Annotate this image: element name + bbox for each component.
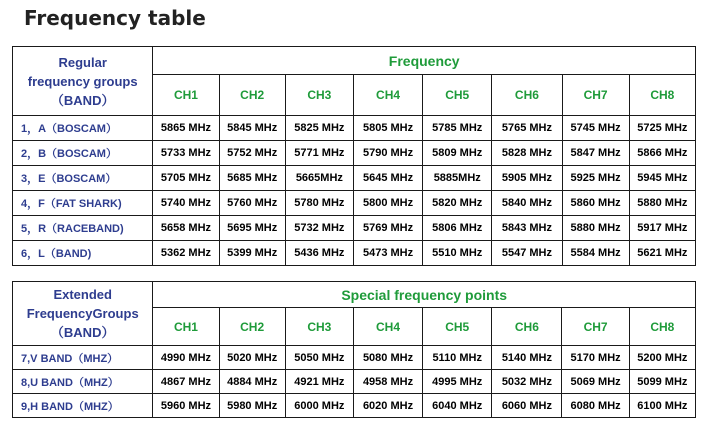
frequency-cell: 5110 MHz — [423, 346, 492, 370]
frequency-cell: 5780 MHz — [285, 191, 353, 216]
band-header-line: frequency groups — [27, 73, 138, 89]
frequency-cell: 5809 MHz — [423, 141, 492, 166]
frequency-cell: 5399 MHz — [219, 241, 285, 266]
channel-header: CH3 — [285, 308, 353, 346]
band-label: 5，R（RACEBAND) — [13, 216, 153, 241]
page-title: Frequency table — [24, 6, 206, 30]
table-row — [13, 191, 696, 216]
frequency-cell: 5880 MHz — [629, 191, 695, 216]
channel-header: CH8 — [629, 308, 695, 346]
frequency-cell: 4884 MHz — [219, 370, 285, 394]
channel-header: CH2 — [219, 75, 285, 116]
frequency-cell: 5020 MHz — [219, 346, 285, 370]
frequency-cell: 5547 MHz — [492, 241, 562, 266]
frequency-cell: 5510 MHz — [423, 241, 492, 266]
extended-frequency-table — [12, 281, 696, 418]
band-header-line: （BAND） — [50, 92, 115, 108]
frequency-cell: 5820 MHz — [423, 191, 492, 216]
frequency-cell: 5880 MHz — [562, 216, 629, 241]
frequency-cell: 5860 MHz — [562, 191, 629, 216]
frequency-cell: 5665MHz — [285, 166, 353, 191]
frequency-cell: 5840 MHz — [492, 191, 562, 216]
frequency-cell: 5866 MHz — [629, 141, 695, 166]
frequency-cell: 4921 MHz — [285, 370, 353, 394]
frequency-cell: 5362 MHz — [153, 241, 219, 266]
frequency-cell: 5765 MHz — [492, 116, 562, 141]
band-header-line: Extended — [53, 287, 112, 302]
frequency-cell: 5732 MHz — [285, 216, 353, 241]
frequency-cell: 5200 MHz — [629, 346, 695, 370]
table-row — [13, 216, 696, 241]
band-column-header — [13, 282, 153, 346]
frequency-cell: 5785 MHz — [423, 116, 492, 141]
frequency-cell: 5805 MHz — [353, 116, 422, 141]
frequency-cell: 5740 MHz — [153, 191, 219, 216]
frequency-cell: 5645 MHz — [353, 166, 422, 191]
table-row — [13, 370, 696, 394]
channel-header: CH6 — [492, 308, 562, 346]
table-row — [13, 166, 696, 191]
frequency-cell: 5705 MHz — [153, 166, 219, 191]
channel-header: CH7 — [562, 75, 629, 116]
frequency-cell: 5752 MHz — [219, 141, 285, 166]
channel-header: CH5 — [423, 75, 492, 116]
band-label: 1，A（BOSCAM） — [13, 116, 153, 141]
frequency-cell: 5658 MHz — [153, 216, 219, 241]
frequency-cell: 5436 MHz — [285, 241, 353, 266]
frequency-cell: 5828 MHz — [492, 141, 562, 166]
channel-header: CH8 — [629, 75, 695, 116]
frequency-cell: 5960 MHz — [153, 394, 219, 418]
frequency-cell: 5865 MHz — [153, 116, 219, 141]
frequency-cell: 4867 MHz — [153, 370, 219, 394]
channel-header: CH1 — [153, 75, 219, 116]
frequency-cell: 4995 MHz — [423, 370, 492, 394]
frequency-cell: 6000 MHz — [285, 394, 353, 418]
frequency-cell: 6060 MHz — [492, 394, 562, 418]
frequency-cell: 5584 MHz — [562, 241, 629, 266]
frequency-cell: 5621 MHz — [629, 241, 695, 266]
frequency-cell: 5685 MHz — [219, 166, 285, 191]
band-label: 2，B（BOSCAM） — [13, 141, 153, 166]
frequency-cell: 4958 MHz — [353, 370, 422, 394]
frequency-cell: 6080 MHz — [562, 394, 629, 418]
frequency-cell: 5847 MHz — [562, 141, 629, 166]
frequency-cell: 5069 MHz — [562, 370, 629, 394]
band-label: 7,V BAND（MHZ） — [13, 346, 153, 370]
frequency-cell: 5099 MHz — [629, 370, 695, 394]
regular-frequency-table — [12, 46, 696, 266]
band-label: 8,U BAND（MHZ） — [13, 370, 153, 394]
frequency-header: Frequency — [153, 47, 696, 75]
channel-header: CH4 — [353, 75, 422, 116]
frequency-cell: 5733 MHz — [153, 141, 219, 166]
frequency-cell: 6020 MHz — [353, 394, 422, 418]
frequency-cell: 5140 MHz — [492, 346, 562, 370]
frequency-cell: 5473 MHz — [353, 241, 422, 266]
frequency-cell: 5760 MHz — [219, 191, 285, 216]
frequency-cell: 5843 MHz — [492, 216, 562, 241]
channel-header: CH5 — [423, 308, 492, 346]
band-label: 4，F（FAT SHARK) — [13, 191, 153, 216]
channel-header: CH1 — [153, 308, 219, 346]
frequency-cell: 5800 MHz — [353, 191, 422, 216]
band-label: 3，E（BOSCAM） — [13, 166, 153, 191]
band-header-line: （BAND） — [50, 325, 115, 340]
frequency-cell: 5725 MHz — [629, 116, 695, 141]
frequency-cell: 5170 MHz — [562, 346, 629, 370]
frequency-cell: 5032 MHz — [492, 370, 562, 394]
band-header-line: Regular — [58, 54, 107, 70]
band-label: 6，L（BAND) — [13, 241, 153, 266]
frequency-cell: 5917 MHz — [629, 216, 695, 241]
frequency-cell: 6100 MHz — [629, 394, 695, 418]
frequency-cell: 5695 MHz — [219, 216, 285, 241]
frequency-cell: 5885MHz — [423, 166, 492, 191]
frequency-cell: 5080 MHz — [353, 346, 422, 370]
special-frequency-header: Special frequency points — [153, 282, 696, 308]
channel-header: CH4 — [353, 308, 422, 346]
frequency-cell: 5769 MHz — [353, 216, 422, 241]
frequency-cell: 6040 MHz — [423, 394, 492, 418]
frequency-cell: 5806 MHz — [423, 216, 492, 241]
channel-header: CH7 — [562, 308, 629, 346]
frequency-cell: 4990 MHz — [153, 346, 219, 370]
frequency-cell: 5945 MHz — [629, 166, 695, 191]
table-row — [13, 141, 696, 166]
frequency-cell: 5825 MHz — [285, 116, 353, 141]
frequency-cell: 5790 MHz — [353, 141, 422, 166]
channel-header: CH3 — [285, 75, 353, 116]
band-label: 9,H BAND（MHZ） — [13, 394, 153, 418]
table-row — [13, 394, 696, 418]
band-header-line: FrequencyGroups — [26, 306, 139, 321]
band-column-header — [13, 47, 153, 116]
frequency-cell: 5845 MHz — [219, 116, 285, 141]
channel-header: CH2 — [219, 308, 285, 346]
frequency-cell: 5771 MHz — [285, 141, 353, 166]
channel-header: CH6 — [492, 75, 562, 116]
table-row — [13, 116, 696, 141]
frequency-cell: 5980 MHz — [219, 394, 285, 418]
frequency-cell: 5050 MHz — [285, 346, 353, 370]
table-row — [13, 346, 696, 370]
frequency-cell: 5905 MHz — [492, 166, 562, 191]
frequency-cell: 5925 MHz — [562, 166, 629, 191]
table-row — [13, 241, 696, 266]
frequency-cell: 5745 MHz — [562, 116, 629, 141]
